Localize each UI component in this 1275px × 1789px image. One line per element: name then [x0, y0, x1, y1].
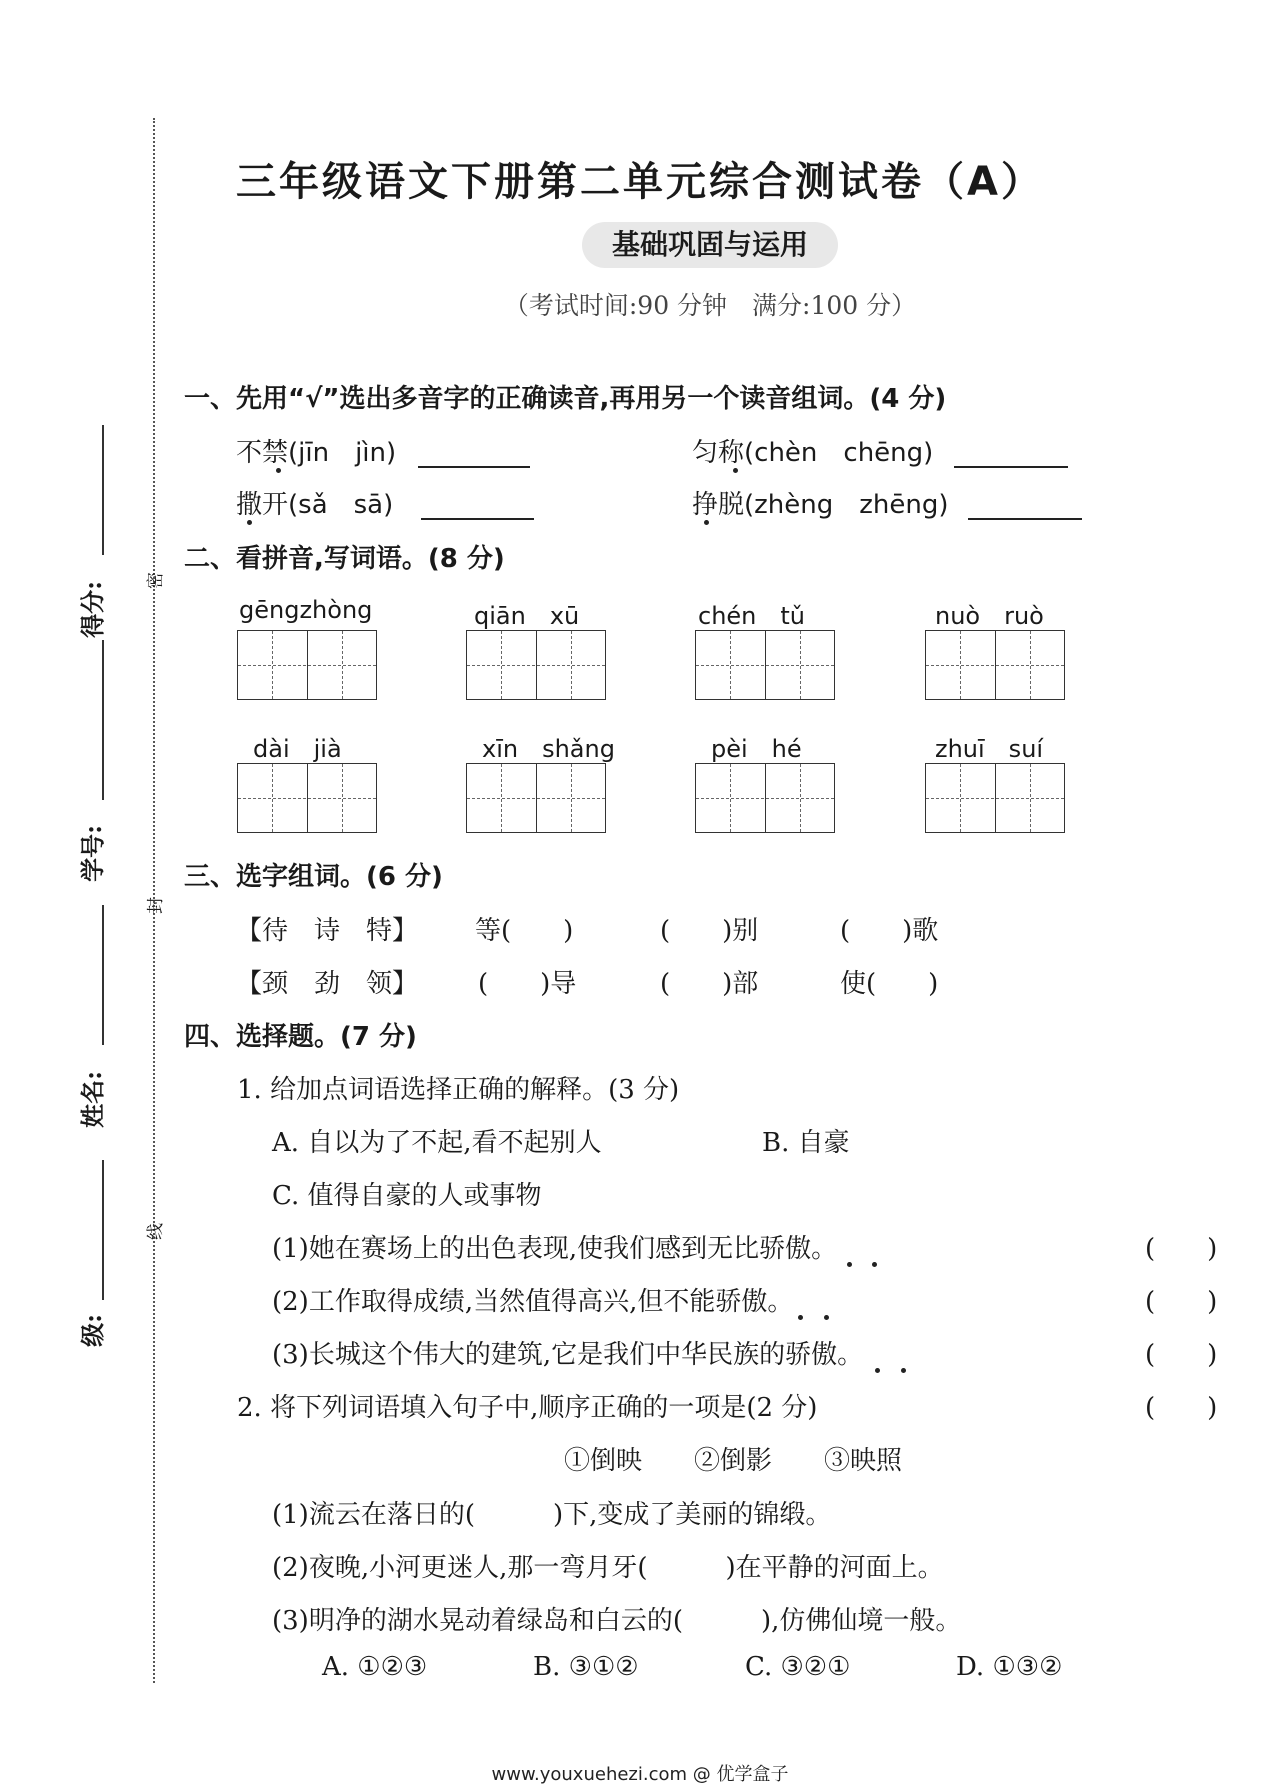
name-line — [102, 905, 104, 1045]
q3-word-slot[interactable]: ( )导 — [478, 969, 577, 999]
q4-sentence-3: (3)长城这个伟大的建筑,它是我们中华民族的骄傲。 — [272, 1340, 864, 1370]
q1-item-options: (sǎ sā) — [288, 490, 394, 520]
q3-heading: 三、选字组词。(6 分) — [184, 862, 443, 892]
q4-sentence-1: (1)她在赛场上的出色表现,使我们感到无比骄傲。 — [272, 1234, 838, 1264]
tianzi-grid-8[interactable] — [925, 763, 1065, 833]
q4-word-bank: ①倒映 ②倒影 ③映照 — [564, 1446, 903, 1476]
pinyin-label-3: chén tǔ — [698, 602, 806, 630]
q4-sentence-2: (2)工作取得成绩,当然值得高兴,但不能骄傲。 — [272, 1287, 794, 1317]
q1-item-options: (zhèng zhēng) — [744, 490, 949, 520]
q3-char-set-2: 【颈 劲 领】 — [236, 969, 419, 999]
emphasis-dot — [704, 520, 709, 525]
class-line — [102, 1160, 104, 1300]
q4-option-b: B. 自豪 — [762, 1128, 850, 1158]
score-line — [102, 425, 104, 555]
q3-char-set-1: 【待 诗 特】 — [236, 916, 419, 946]
name-label: 姓名: — [77, 1071, 107, 1128]
q4-fill-sentence-3: (3)明净的湖水晃动着绿岛和白云的( ),仿佛仙境一般。 — [272, 1606, 962, 1636]
q4-fill-sentence-2: (2)夜晚,小河更迷人,那一弯月牙( )在平静的河面上。 — [272, 1553, 944, 1583]
seal-char-feng: 封 — [146, 897, 166, 914]
pinyin-label-7: pèi hé — [711, 735, 802, 763]
tianzi-grid-7[interactable] — [695, 763, 835, 833]
q1-answer-blank-3[interactable] — [421, 518, 534, 520]
answer-paren[interactable]: ( ) — [1145, 1287, 1218, 1317]
pinyin-label-2: qiān xū — [474, 602, 580, 630]
q1-answer-blank-2[interactable] — [954, 466, 1068, 468]
pinyin-label-8: zhuī suí — [935, 735, 1044, 763]
pinyin-label-4: nuò ruò — [935, 602, 1044, 630]
tianzi-grid-4[interactable] — [925, 630, 1065, 700]
seal-char-mi: 密 — [146, 572, 166, 589]
q1-item-options: (chèn chēng) — [744, 438, 934, 468]
answer-paren[interactable]: ( ) — [1145, 1340, 1218, 1370]
q4-choice-d[interactable]: D. ①③② — [956, 1652, 1063, 1682]
q4-heading: 四、选择题。(7 分) — [184, 1022, 417, 1052]
q1-item-word: 不禁 — [236, 438, 289, 468]
q1-item-1 — [236, 432, 396, 469]
tianzi-grid-5[interactable] — [237, 763, 377, 833]
tianzi-grid-1[interactable] — [237, 630, 377, 700]
pinyin-label-1: gēngzhòng — [239, 596, 373, 624]
answer-paren[interactable]: ( ) — [1145, 1234, 1218, 1264]
page-title: 三年级语文下册第二单元综合测试卷（A） — [236, 159, 1044, 205]
q4-choice-a[interactable]: A. ①②③ — [322, 1652, 428, 1682]
q1-heading: 一、先用“√”选出多音字的正确读音,再用另一个读音组词。(4 分) — [184, 384, 947, 414]
q2-heading: 二、看拼音,写词语。(8 分) — [184, 544, 505, 574]
subtitle-badge: 基础巩固与运用 — [582, 222, 838, 268]
q1-item-word: 挣脱 — [692, 490, 745, 520]
q3-word-slot[interactable]: ( )歌 — [840, 916, 939, 946]
score-label: 得分: — [77, 581, 107, 638]
q3-word-slot[interactable]: 等( ) — [475, 916, 574, 946]
q1-item-3 — [236, 484, 393, 521]
q3-word-slot[interactable]: ( )部 — [660, 969, 759, 999]
q4-fill-sentence-1: (1)流云在落日的( )下,变成了美丽的锦缎。 — [272, 1500, 832, 1530]
q1-item-word: 撒开 — [236, 490, 289, 520]
emphasis-dot — [824, 1315, 829, 1320]
q1-item-4 — [692, 484, 949, 521]
q1-item-2 — [692, 432, 933, 469]
footer-watermark: www.youxuehezi.com @ 优学盒子 — [491, 1764, 789, 1785]
emphasis-dot — [847, 1262, 852, 1267]
emphasis-dot — [872, 1262, 877, 1267]
q4-choice-b[interactable]: B. ③①② — [533, 1652, 639, 1682]
emphasis-dot — [276, 468, 281, 473]
q4-option-a: A. 自以为了不起,看不起别人 — [272, 1128, 602, 1158]
emphasis-dot — [901, 1368, 906, 1373]
emphasis-dot — [733, 468, 738, 473]
tianzi-grid-6[interactable] — [466, 763, 606, 833]
q4-choice-c[interactable]: C. ③②① — [745, 1652, 851, 1682]
class-label: 级: — [77, 1314, 107, 1347]
q1-answer-blank-1[interactable] — [418, 466, 530, 468]
student-id-label: 学号: — [77, 825, 107, 882]
q4-option-c: C. 值得自豪的人或事物 — [272, 1181, 542, 1211]
answer-paren[interactable]: ( ) — [1145, 1393, 1218, 1423]
tianzi-grid-2[interactable] — [466, 630, 606, 700]
q4-sub1-heading: 1. 给加点词语选择正确的解释。(3 分) — [237, 1075, 680, 1105]
tianzi-grid-3[interactable] — [695, 630, 835, 700]
emphasis-dot — [798, 1315, 803, 1320]
student-id-line — [102, 640, 104, 800]
seal-char-xian: 线 — [146, 1223, 166, 1240]
q3-word-slot[interactable]: 使( ) — [840, 969, 939, 999]
q1-answer-blank-4[interactable] — [968, 518, 1082, 520]
emphasis-dot — [875, 1368, 880, 1373]
pinyin-label-5: dài jià — [253, 735, 342, 763]
q1-item-options: (jīn jìn) — [288, 438, 397, 468]
pinyin-label-6: xīn shǎng — [482, 735, 615, 763]
q1-item-word: 匀称 — [692, 438, 745, 468]
q3-word-slot[interactable]: ( )别 — [660, 916, 759, 946]
q4-sub2-heading: 2. 将下列词语填入句子中,顺序正确的一项是(2 分) — [237, 1393, 818, 1423]
exam-info: （考试时间:90 分钟 满分:100 分） — [503, 291, 917, 320]
emphasis-dot — [247, 520, 252, 525]
